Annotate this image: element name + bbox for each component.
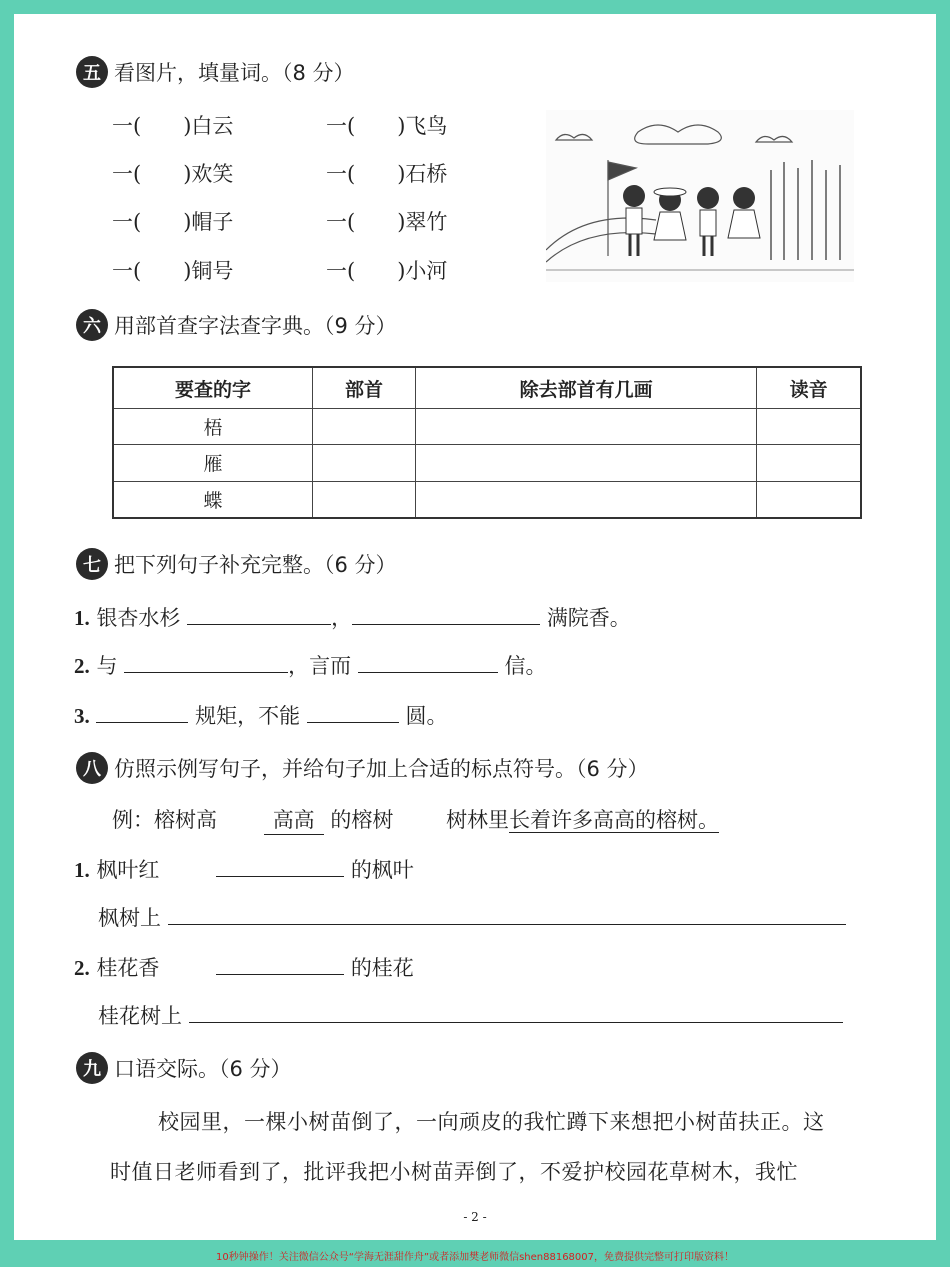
dialogue-paragraph-line-2: 时值日老师看到了，批评我把小树苗弄倒了，不爱护校园花草树木，我忙 xyxy=(110,1160,798,1184)
table-cell-char: 蝶 xyxy=(113,481,313,518)
measure-word-item: 一( )飞鸟 xyxy=(326,114,448,138)
section-5-title: 看图片，填量词。（8 分） xyxy=(114,61,355,85)
measure-word-item: 一( )小河 xyxy=(326,259,448,283)
imitate-sentence-1: 枫树上 xyxy=(98,902,846,932)
example-line: 例：榕树高 高高 的榕树 树林里长着许多高高的榕树。 xyxy=(112,804,719,835)
table-row xyxy=(113,409,861,445)
measure-word-item: 一( )翠竹 xyxy=(326,210,448,234)
answer-cell[interactable] xyxy=(313,445,416,481)
measure-word-item: 一( )欢笑 xyxy=(112,162,234,186)
section-9-header xyxy=(76,1052,292,1084)
answer-blank[interactable] xyxy=(358,654,498,673)
answer-cell[interactable] xyxy=(415,409,756,445)
fill-sentence-3: 3. 规矩，不能 圆。 xyxy=(74,704,448,728)
imitate-item-1: 1. 枫叶红 的枫叶 xyxy=(74,858,414,882)
table-row xyxy=(113,445,861,481)
section-9-badge: 九 xyxy=(76,1052,108,1084)
page-number: - 2 - xyxy=(463,1210,487,1224)
table-header: 要查的字 xyxy=(113,367,313,409)
imitate-sentence-2: 桂花树上 xyxy=(98,1000,843,1030)
table-header: 除去部首有几画 xyxy=(415,367,756,409)
answer-blank[interactable] xyxy=(124,654,288,673)
answer-blank[interactable] xyxy=(189,1004,843,1023)
measure-word-item: 一( )帽子 xyxy=(112,210,234,234)
table-row xyxy=(113,481,861,518)
section-8-header xyxy=(76,752,649,784)
section-9-title: 口语交际。（6 分） xyxy=(114,1057,292,1081)
answer-blank[interactable] xyxy=(307,704,399,723)
table-header: 读音 xyxy=(757,367,861,409)
dialogue-paragraph-line-1: 校园里，一棵小树苗倒了，一向顽皮的我忙蹲下来想把小树苗扶正。这 xyxy=(158,1110,825,1134)
table-cell-char: 梧 xyxy=(113,409,313,445)
measure-word-item: 一( )石桥 xyxy=(326,162,448,186)
fill-sentence-1: 1. 银杏水杉 ， 满院香。 xyxy=(74,606,631,630)
imitate-item-2: 2. 桂花香 的桂花 xyxy=(74,956,414,980)
section-5-badge: 五 xyxy=(76,56,108,88)
answer-cell[interactable] xyxy=(415,481,756,518)
answer-blank[interactable] xyxy=(352,606,540,625)
answer-cell[interactable] xyxy=(415,445,756,481)
answer-blank[interactable] xyxy=(216,858,344,877)
dictionary-table xyxy=(112,366,862,519)
section-6-title: 用部首查字法查字典。（9 分） xyxy=(114,314,397,338)
answer-blank[interactable] xyxy=(216,956,344,975)
section-8-title: 仿照示例写句子，并给句子加上合适的标点符号。（6 分） xyxy=(114,757,649,781)
fill-sentence-2: 2. 与 ，言而 信。 xyxy=(74,654,547,678)
section-6-badge: 六 xyxy=(76,309,108,341)
section-7-title: 把下列句子补充完整。（6 分） xyxy=(114,553,397,577)
section-7-badge: 七 xyxy=(76,548,108,580)
worksheet-page xyxy=(14,14,936,1240)
measure-word-item: 一( )白云 xyxy=(112,114,234,138)
answer-blank[interactable] xyxy=(96,704,188,723)
answer-cell[interactable] xyxy=(313,481,416,518)
section-5-header xyxy=(76,56,355,88)
answer-cell[interactable] xyxy=(757,481,861,518)
table-header: 部首 xyxy=(313,367,416,409)
section-8-badge: 八 xyxy=(76,752,108,784)
answer-blank[interactable] xyxy=(187,606,331,625)
section-7-header xyxy=(76,548,397,580)
answer-cell[interactable] xyxy=(757,409,861,445)
table-header-row xyxy=(113,367,861,409)
measure-word-item: 一( )铜号 xyxy=(112,259,234,283)
answer-cell[interactable] xyxy=(313,409,416,445)
section-6-header xyxy=(76,309,397,341)
answer-blank[interactable] xyxy=(168,906,846,925)
footer-notice: 10秒钟操作！关注微信公众号“学海无涯甜作舟”或者添加樊老师微信shen88168007，免费提供完整可打印版资料！ xyxy=(215,1252,735,1263)
children-illustration xyxy=(546,110,854,282)
answer-cell[interactable] xyxy=(757,445,861,481)
table-cell-char: 雁 xyxy=(113,445,313,481)
